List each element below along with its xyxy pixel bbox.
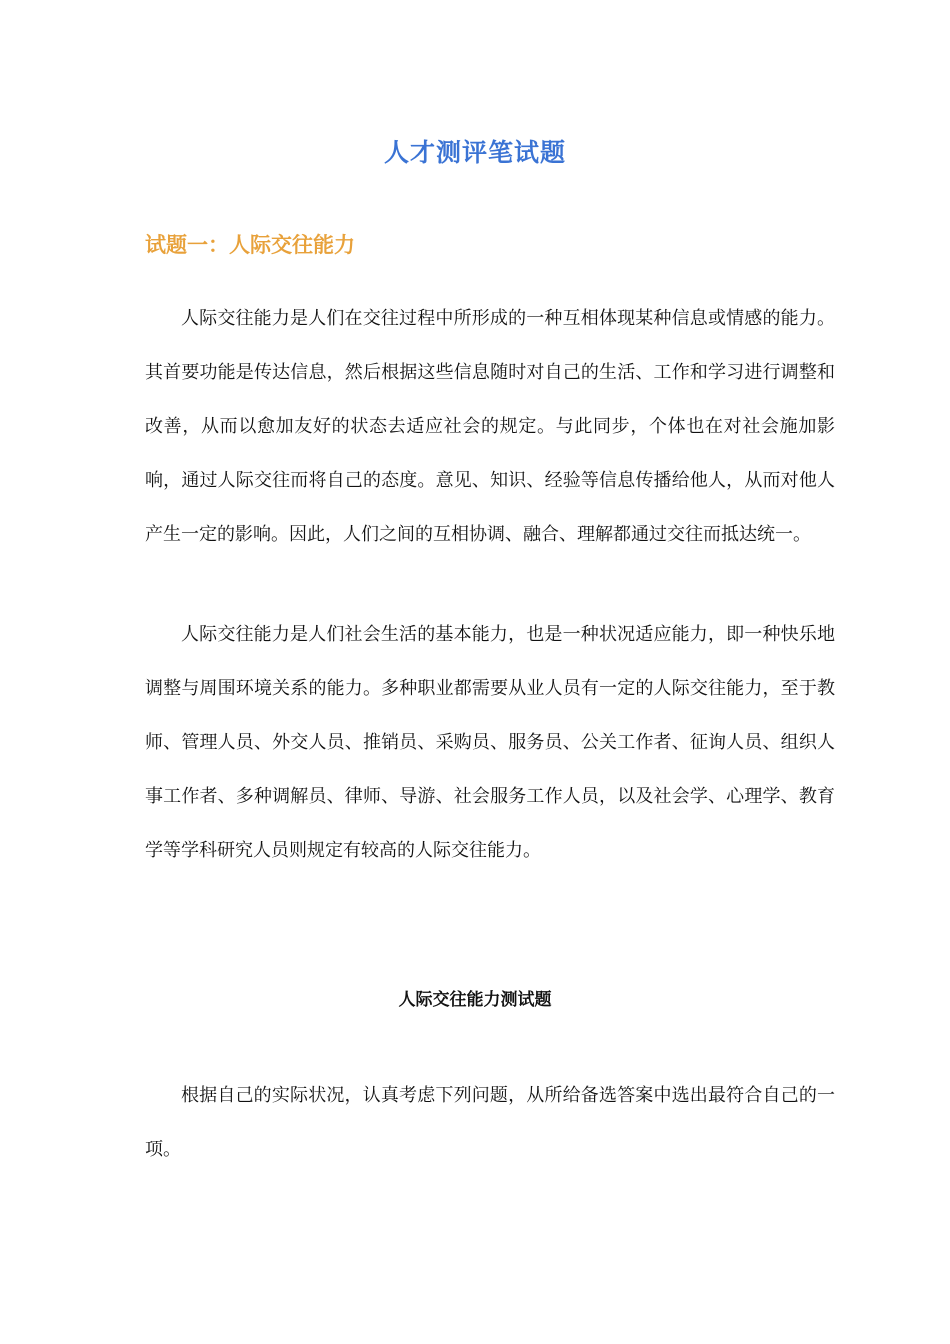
instruction-paragraph: 根据自己的实际状况，认真考虑下列问题，从所给备选答案中选出最符合自己的一项。 — [145, 1085, 835, 1160]
section-heading: 试题一：人际交往能力 — [145, 232, 355, 257]
page-title: 人才测评笔试题 — [383, 138, 566, 167]
body-paragraph-2: 人际交往能力是人们社会生活的基本能力，也是一种状况适应能力，即一种快乐地调整与周围环境关系的能力。多种职业都需要从业人员有一定的人际交往能力，至于教师、管理人员、外交人员、推销员、采购员、服务员、公关工作者、征询人员、组织人事工作者、多种调解员、律师、导游、社会服务工作人员，以及社会学、心理学、教育学等学科研究人员则规定有较高的人际交往能力。 — [145, 624, 835, 861]
test-subheading: 人际交往能力测试题 — [398, 990, 552, 1010]
body-paragraph-1: 人际交往能力是人们在交往过程中所形成的一种互相体现某种信息或情感的能力。其首要功能是传达信息，然后根据这些信息随时对自己的生活、工作和学习进行调整和改善，从而以愈加友好的状态去适应社会的规定。与此同步，个体也在对社会施加影响，通过人际交往而将自己的态度。意见、知识、经验等信息传播给他人，从而对他人产生一定的影响。因此，人们之间的互相协调、融合、理解都通过交往而抵达统一。 — [145, 308, 835, 545]
